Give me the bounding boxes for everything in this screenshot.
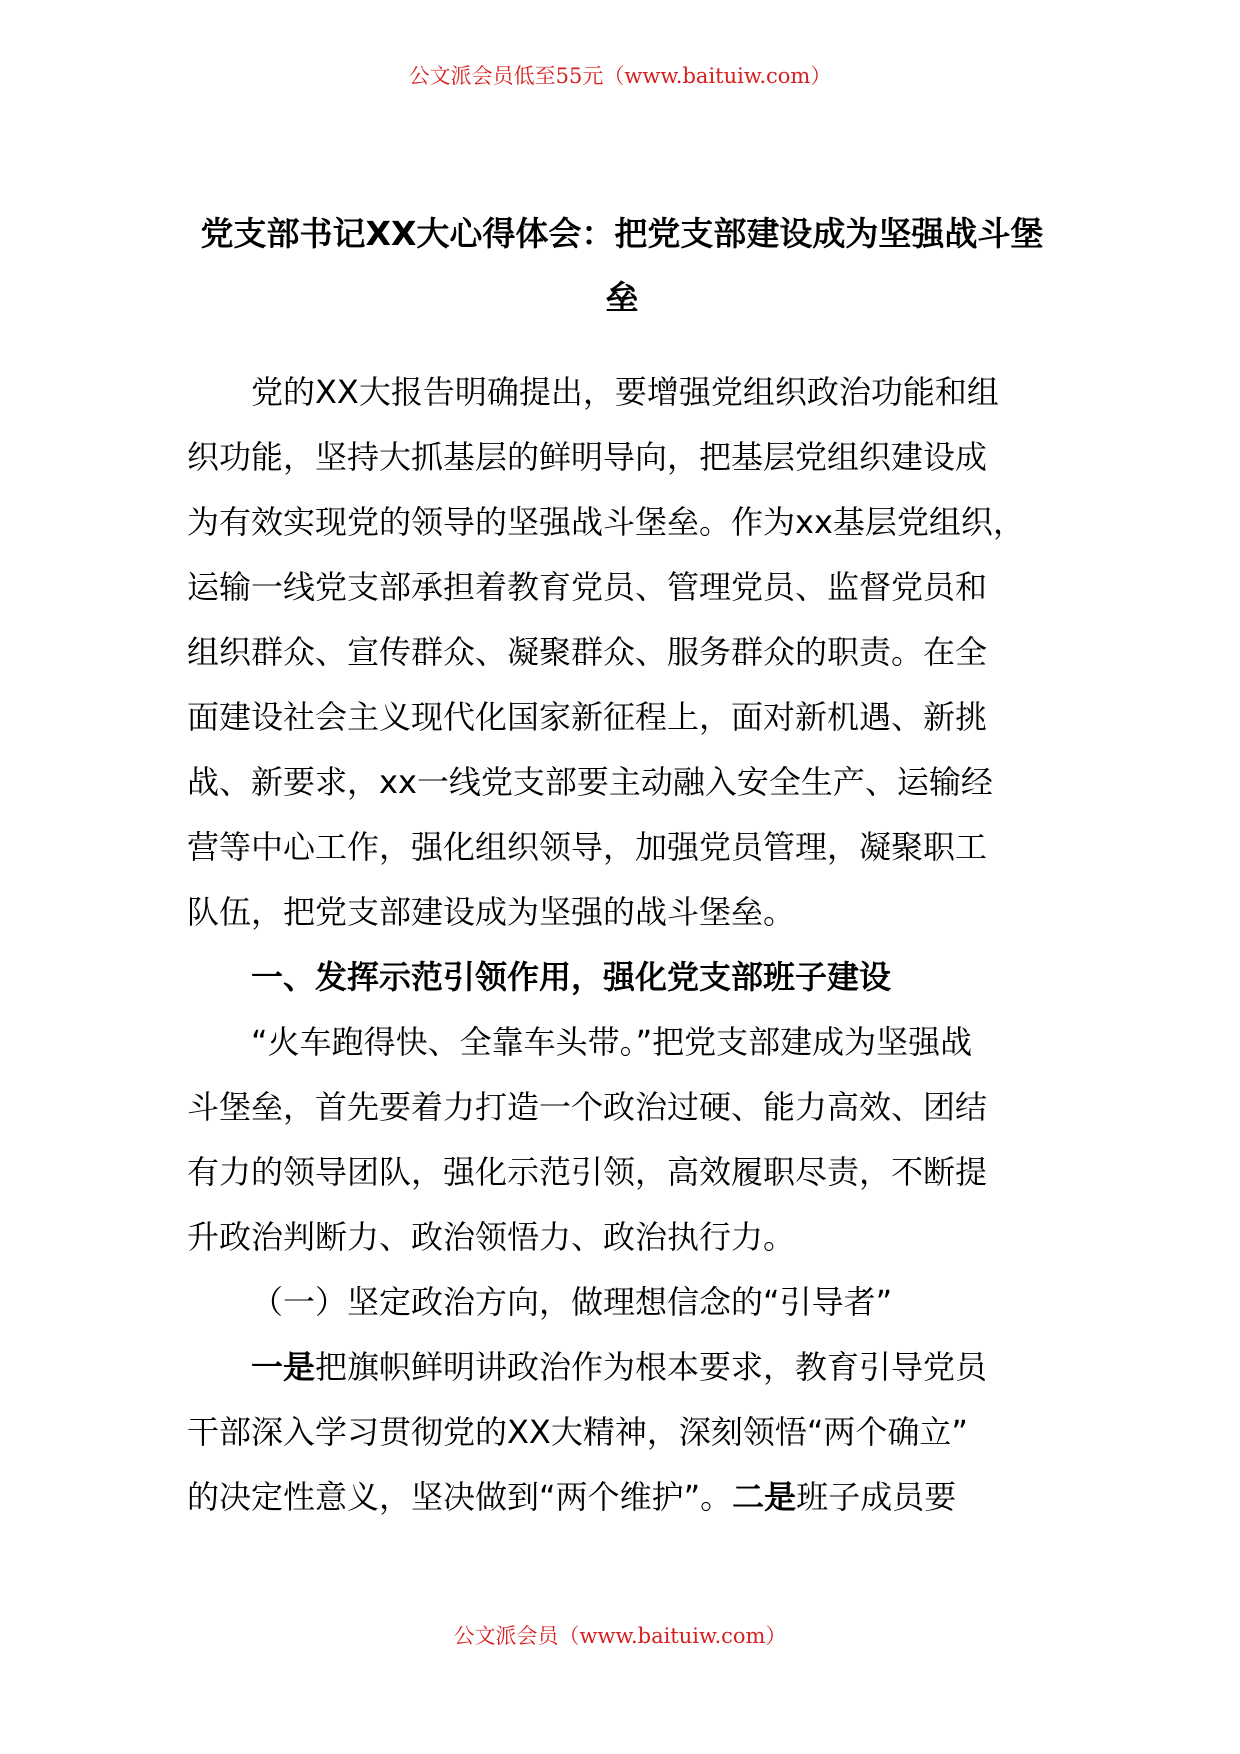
paragraph-line: 织功能，坚持大抓基层的鲜明导向，把基层党组织建设成: [187, 438, 988, 476]
bold-lead: 一是: [251, 1348, 316, 1386]
document-body: [187, 360, 1067, 1530]
title-line-1: 党支部书记XX大心得体会：把党支部建设成为坚强战斗堡: [200, 214, 1044, 253]
paragraph-line: 升政治判断力、政治领悟力、政治执行力。: [187, 1218, 796, 1256]
paragraph-line: [187, 1335, 1067, 1400]
document-title: [182, 202, 1062, 330]
paragraph-line: [187, 1465, 1067, 1530]
paragraph-line: 为有效实现党的领导的坚强战斗堡垒。作为xx基层党组织，: [187, 503, 1025, 541]
paragraph-line: 干部深入学习贯彻党的XX大精神，深刻领悟“两个确立”: [187, 1413, 969, 1451]
footer-watermark-note: 公文派会员（www.baituiw.com）: [453, 1624, 787, 1648]
header-watermark-note: 公文派会员低至55元（www.baituiw.com）: [408, 64, 832, 88]
title-line-2: 垒: [605, 278, 639, 317]
subsection-heading: （一）坚定政治方向，做理想信念的“引导者”: [251, 1283, 893, 1321]
paragraph-line: “火车跑得快、全靠车头带。”把党支部建成为坚强战: [251, 1023, 973, 1061]
paragraph-line: 队伍，把党支部建设成为坚强的战斗堡垒。: [187, 893, 796, 931]
paragraph-line: 组织群众、宣传群众、凝聚群众、服务群众的职责。在全: [187, 633, 988, 671]
paragraph-line: 斗堡垒，首先要着力打造一个政治过硬、能力高效、团结: [187, 1088, 988, 1126]
paragraph-line: 有力的领导团队，强化示范引领，高效履职尽责，不断提: [187, 1153, 988, 1191]
paragraph-line: 面建设社会主义现代化国家新征程上，面对新机遇、新挑: [187, 698, 988, 736]
line-text: 把旗帜鲜明讲政治作为根本要求，教育引导党员: [315, 1348, 988, 1386]
line-text: 的决定性意义，坚决做到“两个维护”。: [187, 1478, 733, 1516]
line-text: 班子成员要: [796, 1478, 957, 1516]
paragraph-line: 战、新要求，xx一线党支部要主动融入安全生产、运输经: [187, 763, 993, 801]
paragraph-line: 党的XX大报告明确提出，要增强党组织政治功能和组: [251, 373, 999, 411]
paragraph-line: 营等中心工作，强化组织领导，加强党员管理，凝聚职工: [187, 828, 988, 866]
bold-lead: 二是: [732, 1478, 797, 1516]
paragraph-line: 运输一线党支部承担着教育党员、管理党员、监督党员和: [187, 568, 988, 606]
section-heading: 一、发挥示范引领作用，强化党支部班子建设: [251, 958, 892, 996]
